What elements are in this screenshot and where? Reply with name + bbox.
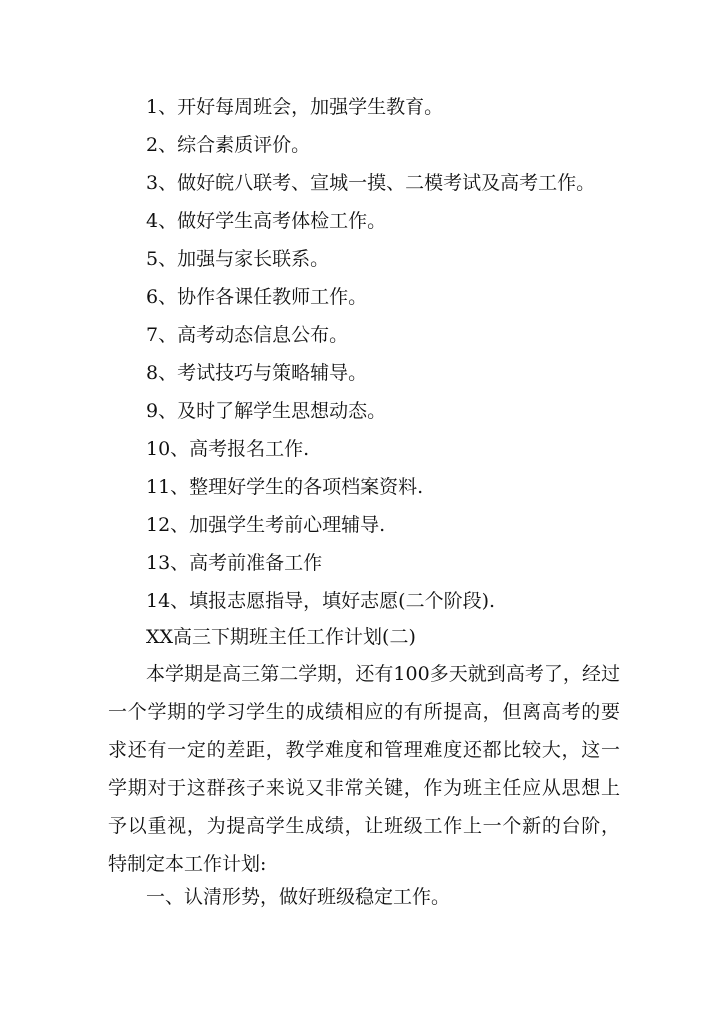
list-item: 5、加强与家长联系。	[146, 248, 330, 270]
list-item: 14、填报志愿指导，填好志愿(二个阶段).	[146, 590, 496, 612]
list-item: 10、高考报名工作.	[146, 438, 310, 460]
list-item: 2、综合素质评价。	[146, 134, 311, 156]
plan-subtitle: XX高三下期班主任工作计划(二)	[146, 626, 416, 648]
work-item-list	[146, 90, 686, 622]
list-item: 1、开好每周班会，加强学生教育。	[146, 96, 444, 118]
list-item: 4、做好学生高考体检工作。	[146, 210, 387, 232]
list-item: 13、高考前准备工作	[146, 552, 323, 574]
list-item: 8、考试技巧与策略辅导。	[146, 362, 368, 384]
list-item: 12、加强学生考前心理辅导.	[146, 514, 386, 536]
list-item: 3、做好皖八联考、宣城一摸、二模考试及高考工作。	[146, 172, 596, 194]
list-item: 9、及时了解学生思想动态。	[146, 400, 387, 422]
list-item: 7、高考动态信息公布。	[146, 324, 349, 346]
section-heading: 一、认清形势，做好班级稳定工作。	[146, 886, 451, 908]
list-item: 11、整理好学生的各项档案资料.	[146, 476, 424, 498]
intro-paragraph: 本学期是高三第二学期，还有100多天就到高考了，经过一个学期的学习学生的成绩相应的有所提高，但离高考的要求还有一定的差距，教学难度和管理难度还都比较大，这一学期对于这群孩子来说又非常关键，作为班主任应从思想上予以重视，为提高学生成绩，让班级工作上一个新的台阶，特制定本工作计划:	[108, 663, 620, 875]
list-item: 6、协作各课任教师工作。	[146, 286, 368, 308]
